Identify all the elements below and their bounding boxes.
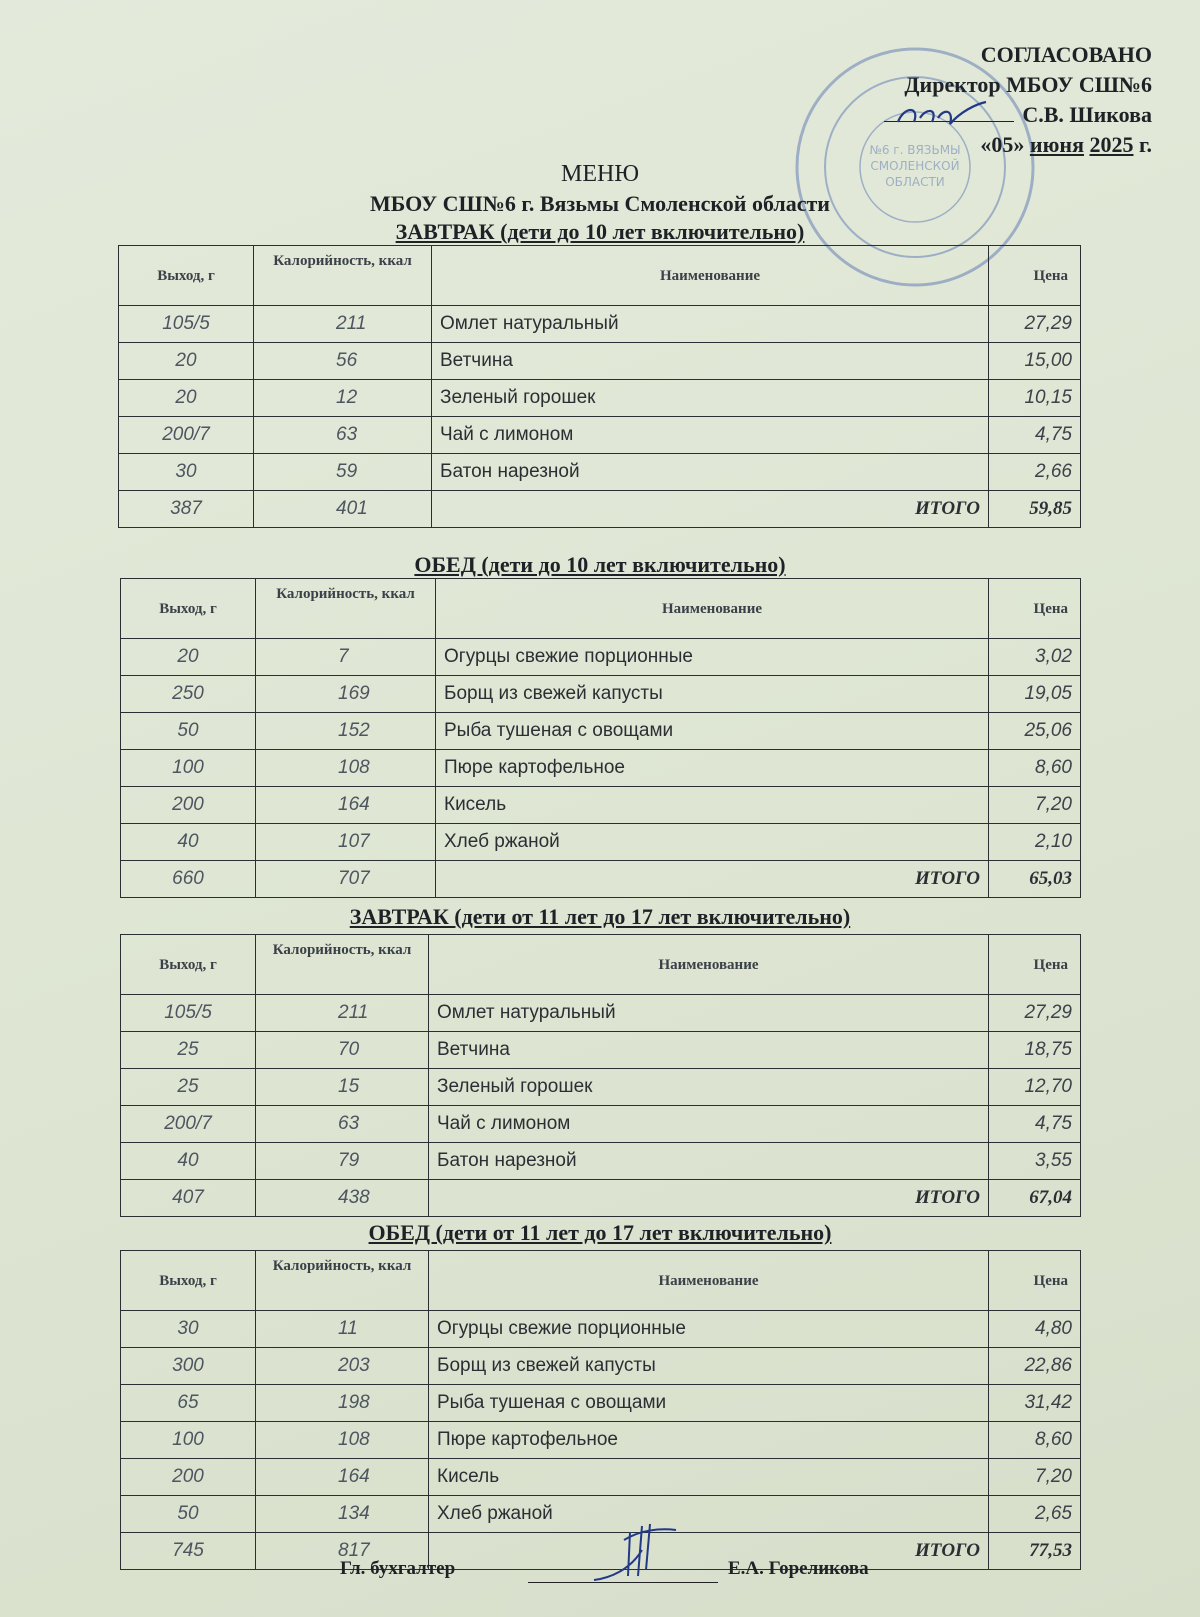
date-day: «05» [980, 132, 1025, 157]
table-row [121, 1459, 1081, 1496]
total-kcal: 438 [256, 1180, 429, 1217]
page-title: МЕНЮ [561, 161, 639, 187]
cell-kcal: 56 [254, 343, 432, 380]
cell-output: 40 [121, 824, 256, 861]
cell-price: 31,42 [989, 1385, 1081, 1422]
footer-label: Гл. бухгалтер [340, 1558, 456, 1579]
cell-price: 3,55 [989, 1143, 1081, 1180]
total-price: 65,03 [989, 861, 1081, 898]
total-row [119, 491, 1081, 528]
date-suffix: г. [1138, 132, 1152, 157]
column-header-output: Выход, г [121, 579, 256, 639]
cell-name: Пюре картофельное [436, 750, 989, 787]
cell-output: 25 [121, 1032, 256, 1069]
total-output: 387 [119, 491, 254, 528]
cell-output: 30 [121, 1311, 256, 1348]
date-month: июня [1029, 132, 1084, 157]
cell-output: 200 [121, 787, 256, 824]
cell-kcal: 63 [254, 417, 432, 454]
cell-output: 20 [121, 639, 256, 676]
cell-kcal: 164 [256, 787, 436, 824]
cell-kcal: 11 [256, 1311, 429, 1348]
footer-signature-line [528, 1582, 718, 1583]
cell-output: 65 [121, 1385, 256, 1422]
cell-price: 18,75 [989, 1032, 1081, 1069]
table-row [121, 639, 1081, 676]
cell-kcal: 7 [256, 639, 436, 676]
table-row [121, 1106, 1081, 1143]
table-row [119, 417, 1081, 454]
cell-output: 105/5 [119, 306, 254, 343]
cell-name: Зеленый горошек [429, 1069, 989, 1106]
school-title: МБОУ СШ№6 г. Вязьмы Смоленской области [369, 191, 830, 216]
table-row [121, 1385, 1081, 1422]
cell-output: 50 [121, 1496, 256, 1533]
cell-kcal: 63 [256, 1106, 429, 1143]
cell-name: Чай с лимоном [429, 1106, 989, 1143]
cell-name: Хлеб ржаной [436, 824, 989, 861]
cell-name: Огурцы свежие порционные [429, 1311, 989, 1348]
cell-price: 19,05 [989, 676, 1081, 713]
total-kcal: 401 [254, 491, 432, 528]
table-row [119, 454, 1081, 491]
cell-name: Батон нарезной [429, 1143, 989, 1180]
cell-kcal: 70 [256, 1032, 429, 1069]
cell-output: 250 [121, 676, 256, 713]
cell-kcal: 79 [256, 1143, 429, 1180]
cell-kcal: 15 [256, 1069, 429, 1106]
table-row [121, 1311, 1081, 1348]
cell-kcal: 164 [256, 1459, 429, 1496]
total-kcal: 817 [256, 1533, 429, 1570]
column-header-calories: Калорийность, ккал [256, 579, 436, 639]
total-output: 407 [121, 1180, 256, 1217]
cell-name: Ветчина [432, 343, 989, 380]
cell-name: Ветчина [429, 1032, 989, 1069]
section-title-lunch-11-17: ОБЕД (дети от 11 лет до 17 лет включительно) [368, 1220, 832, 1245]
total-output: 660 [121, 861, 256, 898]
cell-name: Зеленый горошек [432, 380, 989, 417]
column-header-calories: Калорийность, ккал [256, 1251, 429, 1311]
cell-name: Пюре картофельное [429, 1422, 989, 1459]
table-row [121, 1069, 1081, 1106]
total-kcal: 707 [256, 861, 436, 898]
total-row [121, 861, 1081, 898]
cell-price: 4,75 [989, 417, 1081, 454]
cell-kcal: 152 [256, 713, 436, 750]
cell-kcal: 108 [256, 750, 436, 787]
approval-position: Директор МБОУ СШ№6 [904, 72, 1152, 97]
cell-output: 100 [121, 1422, 256, 1459]
cell-output: 200/7 [119, 417, 254, 454]
cell-price: 7,20 [989, 787, 1081, 824]
cell-name: Омлет натуральный [429, 995, 989, 1032]
cell-kcal: 169 [256, 676, 436, 713]
cell-price: 8,60 [989, 750, 1081, 787]
cell-name: Рыба тушеная с овощами [436, 713, 989, 750]
table-row [121, 676, 1081, 713]
column-header-price: Цена [989, 579, 1081, 639]
total-label: ИТОГО [429, 1180, 989, 1217]
column-header-price: Цена [989, 1251, 1081, 1311]
cell-name: Хлеб ржаной [429, 1496, 989, 1533]
cell-price: 10,15 [989, 380, 1081, 417]
table-row [119, 306, 1081, 343]
date-year: 2025 [1089, 132, 1134, 157]
cell-output: 100 [121, 750, 256, 787]
cell-kcal: 59 [254, 454, 432, 491]
cell-output: 25 [121, 1069, 256, 1106]
table-row [121, 1422, 1081, 1459]
director-handwritten-signature [890, 96, 990, 136]
cell-output: 30 [119, 454, 254, 491]
total-price: 77,53 [989, 1533, 1081, 1570]
cell-kcal: 108 [256, 1422, 429, 1459]
cell-kcal: 211 [254, 306, 432, 343]
column-header-name: Наименование [432, 246, 989, 306]
total-label: ИТОГО [432, 491, 989, 528]
column-header-output: Выход, г [121, 1251, 256, 1311]
cell-kcal: 107 [256, 824, 436, 861]
cell-name: Батон нарезной [432, 454, 989, 491]
cell-output: 300 [121, 1348, 256, 1385]
menu-table-lunch-under-10 [120, 578, 1081, 898]
column-header-calories: Калорийность, ккал [254, 246, 432, 306]
cell-price: 2,65 [989, 1496, 1081, 1533]
cell-price: 25,06 [989, 713, 1081, 750]
cell-kcal: 198 [256, 1385, 429, 1422]
column-header-price: Цена [989, 246, 1081, 306]
cell-name: Борщ из свежей капусты [429, 1348, 989, 1385]
cell-output: 20 [119, 343, 254, 380]
cell-price: 27,29 [989, 306, 1081, 343]
column-header-output: Выход, г [119, 246, 254, 306]
table-row [121, 824, 1081, 861]
cell-output: 200 [121, 1459, 256, 1496]
cell-price: 15,00 [989, 343, 1081, 380]
cell-output: 50 [121, 713, 256, 750]
cell-price: 2,10 [989, 824, 1081, 861]
cell-output: 105/5 [121, 995, 256, 1032]
column-header-price: Цена [989, 935, 1081, 995]
cell-name: Кисель [429, 1459, 989, 1496]
cell-output: 200/7 [121, 1106, 256, 1143]
table-row [121, 787, 1081, 824]
cell-price: 12,70 [989, 1069, 1081, 1106]
cell-price: 8,60 [989, 1422, 1081, 1459]
footer-name: Е.А. Гореликова [728, 1558, 869, 1579]
total-label: ИТОГО [436, 861, 989, 898]
total-label: ИТОГО [429, 1533, 989, 1570]
cell-kcal: 211 [256, 995, 429, 1032]
menu-table-breakfast-11-17 [120, 934, 1081, 1217]
section-title-breakfast-11-17: ЗАВТРАК (дети от 11 лет до 17 лет включительно) [349, 904, 851, 929]
column-header-name: Наименование [429, 1251, 989, 1311]
section-title-breakfast-under-10: ЗАВТРАК (дети до 10 лет включительно) [395, 219, 805, 244]
table-row [121, 995, 1081, 1032]
cell-name: Огурцы свежие порционные [436, 639, 989, 676]
table-row [119, 380, 1081, 417]
cell-name: Чай с лимоном [432, 417, 989, 454]
table-row [121, 1143, 1081, 1180]
total-price: 67,04 [989, 1180, 1081, 1217]
cell-output: 20 [119, 380, 254, 417]
table-row [121, 750, 1081, 787]
table-row [121, 1032, 1081, 1069]
column-header-calories: Калорийность, ккал [256, 935, 429, 995]
approval-name: С.В. Шикова [1022, 102, 1152, 127]
cell-name: Борщ из свежей капусты [436, 676, 989, 713]
svg-text:ОБЛАСТИ: ОБЛАСТИ [885, 175, 945, 189]
cell-price: 7,20 [989, 1459, 1081, 1496]
total-price: 59,85 [989, 491, 1081, 528]
column-header-name: Наименование [436, 579, 989, 639]
cell-price: 3,02 [989, 639, 1081, 676]
svg-text:№6 г. ВЯЗЬМЫ: №6 г. ВЯЗЬМЫ [869, 143, 961, 157]
total-output: 745 [121, 1533, 256, 1570]
cell-kcal: 134 [256, 1496, 429, 1533]
cell-price: 2,66 [989, 454, 1081, 491]
cell-price: 22,86 [989, 1348, 1081, 1385]
table-row [121, 1348, 1081, 1385]
cell-name: Рыба тушеная с овощами [429, 1385, 989, 1422]
column-header-output: Выход, г [121, 935, 256, 995]
cell-kcal: 12 [254, 380, 432, 417]
table-row [121, 713, 1081, 750]
svg-text:СМОЛЕНСКОЙ: СМОЛЕНСКОЙ [870, 159, 960, 173]
approval-heading: СОГЛАСОВАНО [980, 42, 1152, 67]
cell-output: 40 [121, 1143, 256, 1180]
menu-table-breakfast-under-10 [118, 245, 1081, 528]
table-row [119, 343, 1081, 380]
cell-name: Кисель [436, 787, 989, 824]
accountant-handwritten-signature [590, 1520, 680, 1590]
cell-name: Омлет натуральный [432, 306, 989, 343]
cell-price: 4,80 [989, 1311, 1081, 1348]
column-header-name: Наименование [429, 935, 989, 995]
total-row [121, 1180, 1081, 1217]
cell-price: 27,29 [989, 995, 1081, 1032]
cell-price: 4,75 [989, 1106, 1081, 1143]
section-title-lunch-under-10: ОБЕД (дети до 10 лет включительно) [414, 552, 786, 577]
cell-kcal: 203 [256, 1348, 429, 1385]
